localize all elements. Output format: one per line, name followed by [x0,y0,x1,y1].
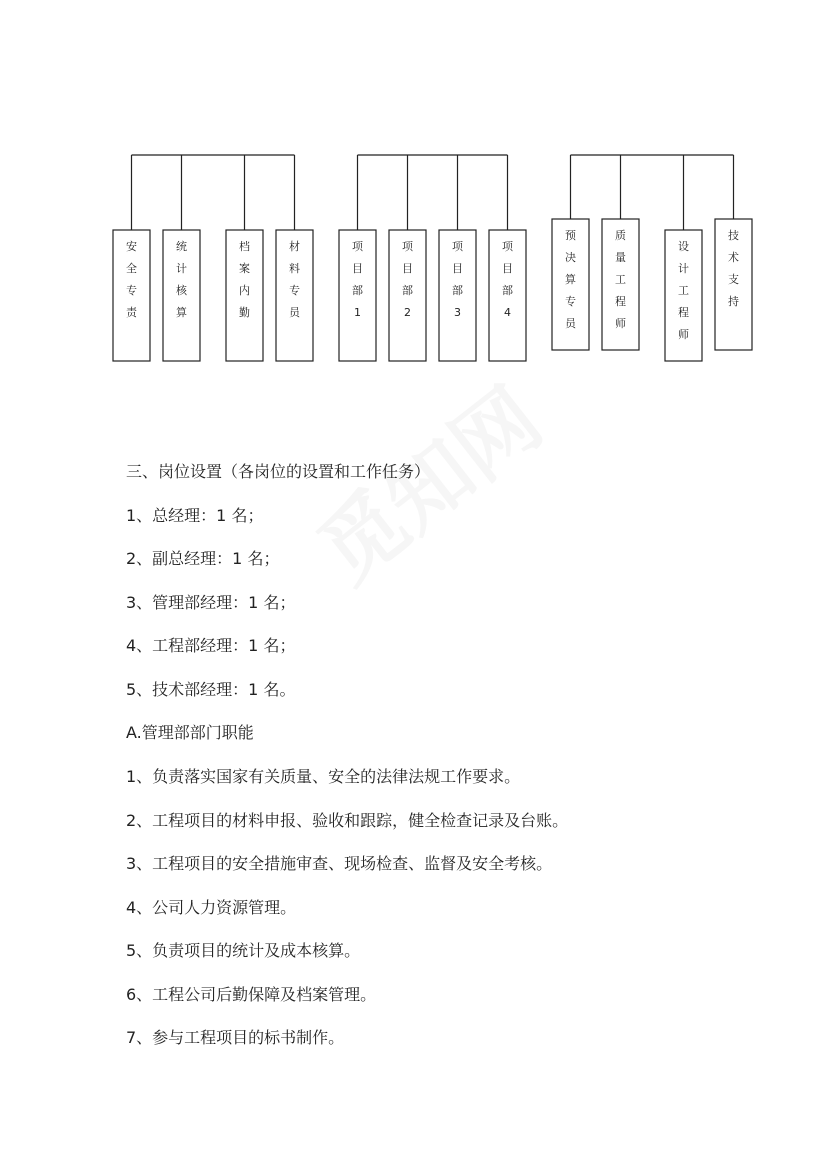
position-line: 2、副总经理：1 名； [126,549,280,568]
org-box-label-char: 质 [615,229,626,242]
org-box-label-char: 专 [289,284,300,297]
org-box-label-char: 预 [565,229,576,242]
org-box-label-char: 程 [615,295,626,308]
org-box-label-char: 技 [728,229,739,242]
org-box-label-char: 目 [402,262,413,275]
org-box-label-char: 专 [126,284,137,297]
org-box [665,230,702,361]
org-chart [0,0,830,400]
org-box-label-char: 内 [239,284,250,297]
org-box-label-char: 统 [176,240,187,253]
duty-line: 6、工程公司后勤保障及档案管理。 [126,985,377,1004]
org-box-label-char: 专 [565,295,576,308]
org-box [226,230,263,361]
org-box-label-char: 档 [239,240,250,253]
org-box-label-char: 持 [728,295,739,308]
org-box [113,230,150,361]
duty-line: 7、参与工程项目的标书制作。 [126,1028,345,1047]
org-box-label-char: 计 [176,262,187,275]
org-box-label-char: 算 [176,306,187,319]
position-line: 5、技术部经理：1 名。 [126,680,296,699]
org-box-label-char: 目 [502,262,513,275]
org-box-label-char: 目 [452,262,463,275]
org-box-label-char: 核 [176,284,187,297]
org-box [389,230,426,361]
org-box-label-char: 4 [504,306,511,319]
org-box [339,230,376,361]
duty-line: 3、工程项目的安全措施审查、现场检查、监督及安全考核。 [126,854,553,873]
org-box-label-char: 1 [354,306,361,319]
org-box [163,230,200,361]
org-box-label-char: 安 [126,240,137,253]
org-box [715,219,752,350]
org-box-label-char: 员 [289,306,300,319]
org-box-label-char: 材 [289,240,300,253]
org-box-label-char: 责 [126,306,137,319]
org-box [602,219,639,350]
org-box-label-char: 算 [565,273,576,286]
org-box [489,230,526,361]
duty-line: 2、工程项目的材料申报、验收和跟踪，健全检查记录及台账。 [126,811,569,830]
org-box-label-char: 勤 [239,306,250,319]
org-box-label-char: 目 [352,262,363,275]
section-title: 三、岗位设置（各岗位的设置和工作任务） [126,462,431,481]
org-box-label-char: 设 [678,240,689,253]
org-box [276,230,313,361]
org-box-label-char: 项 [402,240,413,253]
position-line: 3、管理部经理：1 名； [126,593,296,612]
org-box-label-char: 决 [565,251,576,264]
org-box-label-char: 部 [352,284,363,297]
position-line: 4、工程部经理：1 名； [126,636,296,655]
org-box-label-char: 全 [126,262,137,275]
org-box-label-char: 项 [452,240,463,253]
org-box-label-char: 项 [502,240,513,253]
org-box-label-char: 工 [678,284,689,297]
duty-line: 5、负责项目的统计及成本核算。 [126,941,361,960]
org-box-label-char: 2 [404,306,411,319]
org-box-label-char: 部 [452,284,463,297]
org-box-label-char: 术 [728,251,739,264]
org-box-label-char: 程 [678,306,689,319]
org-box-label-char: 工 [615,273,626,286]
duty-line: 1、负责落实国家有关质量、安全的法律法规工作要求。 [126,767,521,786]
org-box-label-char: 案 [239,262,250,275]
org-box-label-char: 部 [502,284,513,297]
org-box-label-char: 计 [678,262,689,275]
org-box [439,230,476,361]
position-line: 1、总经理：1 名； [126,506,264,525]
org-box-label-char: 3 [454,306,461,319]
org-box-label-char: 项 [352,240,363,253]
org-box-label-char: 支 [728,273,739,286]
org-box-label-char: 师 [678,328,689,341]
org-box-label-char: 师 [615,317,626,330]
org-box-label-char: 量 [615,251,626,264]
dept-heading: A.管理部部门职能 [126,723,254,742]
duty-line: 4、公司人力资源管理。 [126,898,297,917]
org-box [552,219,589,350]
org-box-label-char: 部 [402,284,413,297]
org-box-label-char: 员 [565,317,576,330]
org-box-label-char: 料 [289,262,300,275]
